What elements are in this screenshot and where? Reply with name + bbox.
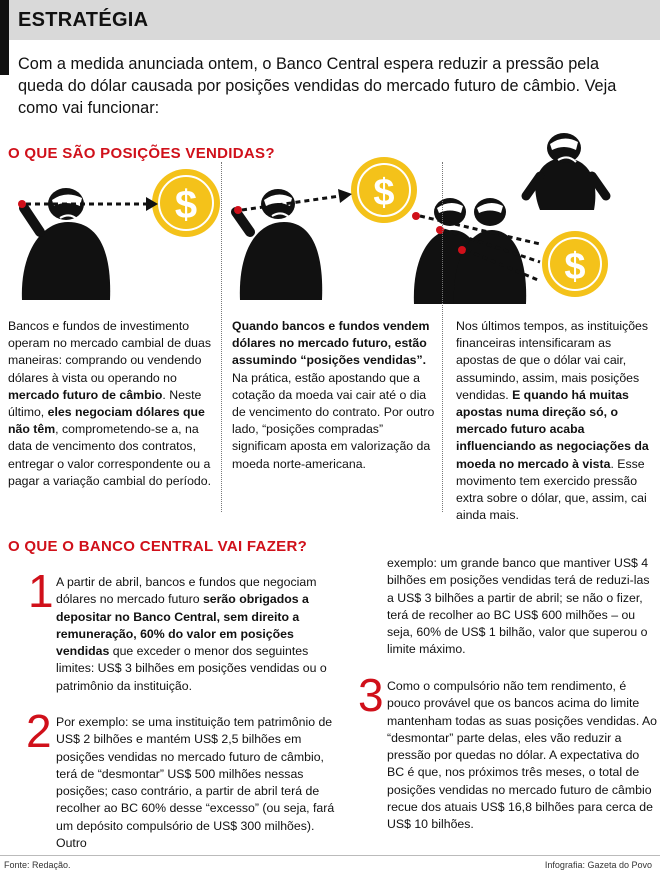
jumping-figure-icon — [526, 133, 606, 210]
coin-icon — [351, 157, 417, 223]
step-2-continuation: exemplo: um grande banco que mantiver US$ 4 bilhões em posições vendidas terá de reduzi-las a US$ 3 bilhões a partir de abril; se não o fizer, terá de recolher ao BC US$ 600 milhões – ou seja, 60% de US$ 1 bilhão, valor que superou o limite máximo. — [387, 556, 650, 657]
dollar-symbol: $ — [564, 246, 586, 288]
intro-paragraph: Com a medida anunciada ontem, o Banco Central espera reduzir a pressão pela queda do dólar causada por posições vendidas do mercado futuro de câmbio. Veja como vai funcionar: — [18, 55, 617, 117]
step-number: 3 — [358, 669, 384, 721]
column-divider — [442, 162, 443, 512]
coin-icon — [152, 169, 220, 237]
column-1-text: Bancos e fundos de investimento operam no mercado cambial de duas maneiras: comprando ou vendendo dólares à vista ou operando no mercado futuro de câmbio. Neste último, eles negociam dólares que não têm, comprometendo-se a, na data de vencimento dos contratos, entregar o valor correspondente ou a pagar a variação cambial do período. — [8, 319, 212, 488]
infographic-credit: Infografia: Gazeta do Povo — [544, 860, 652, 870]
arrow-head-icon — [338, 189, 352, 203]
section-title-posicoes: O QUE SÃO POSIÇÕES VENDIDAS? — [8, 145, 275, 162]
step-number: 2 — [26, 705, 52, 757]
coin-icon — [542, 231, 608, 297]
section-title-banco-central: O QUE O BANCO CENTRAL VAI FAZER? — [8, 538, 308, 555]
column-divider — [221, 162, 222, 512]
source-credit: Fonte: Redação. — [4, 860, 71, 870]
dollar-symbol: $ — [174, 183, 198, 227]
step-1-text: A partir de abril, bancos e fundos que negociam dólares no mercado futuro serão obrigados a depositar no Banco Central, sem direito a remuneração, 60% do valor em posições vendidas que exceder o menor dos seguintes limites: US$ 3 bilhões em posições vendidas ou o patrimônio da instituição. — [56, 575, 327, 693]
footer-divider — [0, 855, 660, 856]
step-number: 1 — [28, 565, 54, 617]
dollar-symbol: $ — [373, 172, 395, 214]
step-3-text: Como o compulsório não tem rendimento, é pouco provável que os bancos acima do limite mantenham todas as suas posições vendidas. Ao “desmontar” parte delas, eles vão reduzir a pressão por quedas no dólar. A expectativa do BC é que, nos próximos três meses, o total de posições vendidas no mercado futuro de câmbio recue dos atuais US$ 16,8 bilhões para cerca de US$ 10 bilhões. — [387, 679, 658, 832]
column-3-text: Nos últimos tempos, as instituições financeiras intensificaram as apostas de que o dólar vai cair, assumindo, assim, mais posições vendidas. E quando há muitas apostas numa direção só, o mercado futuro acaba influenciando as negociações da moeda no mercado à vista. Esse movimento tem exercido pressão extra sobre o dólar, que, assim, cai ainda mais. — [456, 319, 649, 523]
step-2-text: Por exemplo: se uma instituição tem patrimônio de US$ 2 bilhões e mantém US$ 2,5 bilhões em posições vendidas no mercado futuro de câmbio, terá de “desmontar” US$ 500 milhões nessas posições; caso contrário, a partir de abril terá de recolher ao BC 60% desse “excesso” (ou seja, fará um depósito compulsório de US$ 300 milhões). Outro — [56, 715, 335, 851]
page-title: ESTRATÉGIA — [18, 9, 149, 31]
column-2-text: Quando bancos e fundos vendem dólares no mercado futuro, estão assumindo “posições vendidas”. Na prática, estão apostando que a cotação da moeda vai cair até o dia de vencimento do contrato. Por outro lado, “posições compradas” significam aposta em valorização da moeda norte-americana. — [232, 319, 435, 471]
